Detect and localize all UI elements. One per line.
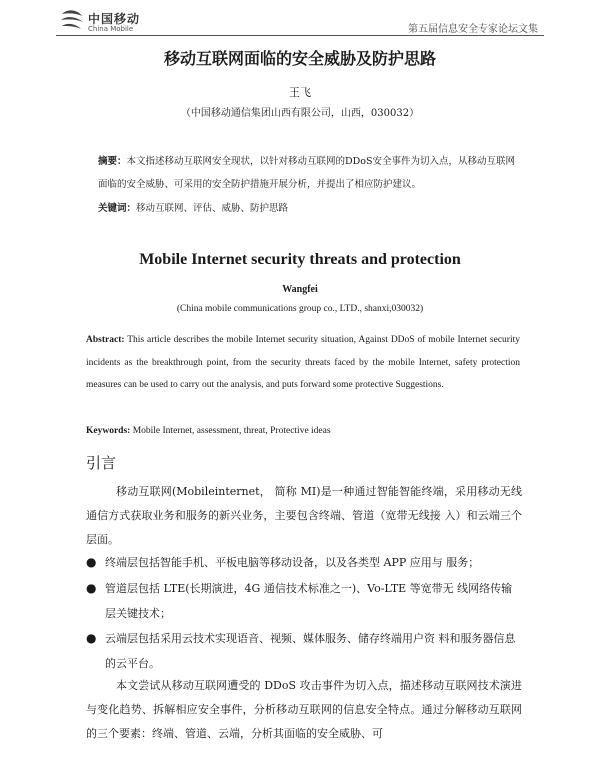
en-keywords (86, 426, 520, 436)
cn-abstract-label: 摘要： (98, 156, 127, 167)
cn-author: 王飞 (289, 86, 311, 99)
section-heading-intro: 引言 (86, 454, 117, 472)
china-mobile-logo (58, 8, 178, 36)
cn-abstract (98, 150, 523, 196)
en-paper-title: Mobile Internet security threats and protection (139, 251, 461, 268)
bullet-icon: ● (86, 581, 97, 595)
en-abstract-text: This article describes the mobile Internet security situation, Against DDoS of mobile Internet security incidents as the breakthrough point, from the security threats faced by the mobile Internet, safety protection measures can be used to carry out the analysis, and puts forward some protective Suggestions. (86, 335, 520, 390)
en-keywords-label: Keywords: (86, 426, 131, 436)
cn-affiliation: （中国移动通信集团山西有限公司，山西，030032） (180, 108, 420, 119)
intro-paragraph-2: 本文尝试从移动互联网遭受的 DDoS 攻击事件为切入点，描述移动互联网技术演进与变化趋势、拆解相应安全事件，分析移动互联网的信息安全特点。通过分解移动互联网的三个要素：终端、管道、云端，分析其面临的安全威胁、可 (86, 679, 522, 740)
cn-paper-title: 移动互联网面临的安全威胁及防护思路 (163, 49, 436, 68)
bullet-text: 终端层包括智能手机、平板电脑等移动设备，以及各类型 APP 应用与 服务； (105, 556, 480, 569)
bullet-icon: ● (86, 631, 97, 645)
logo-en-text: China Mobile (88, 25, 134, 33)
bullet-icon: ● (86, 555, 97, 569)
running-header: 第五届信息安全专家论坛文集 (408, 24, 538, 35)
cn-keywords-label: 关键词： (98, 203, 137, 214)
bullet-text: 云端层包括采用云技术实现语音、视频、媒体服务、储存终端用户资 料和服务器信息的云平台。 (105, 632, 516, 670)
cn-abstract-text: 本文指述移动互联网安全现状，以针对移动互联网的DDoS安全事件为切入点，从移动互联网面临的安全威胁、可采用的安全防护措施开展分析，并提出了相应防护建议。 (98, 156, 515, 190)
bullet-item-pipe (86, 576, 522, 626)
logo-cn-text: 中国移动 (88, 12, 141, 26)
china-mobile-logo-icon (58, 8, 86, 34)
en-affiliation: (China mobile communications group co., LTD., shanxi,030032) (176, 304, 424, 314)
header-divider (56, 35, 544, 36)
cn-keywords-text: 移动互联网、评估、威胁、防护思路 (136, 203, 289, 214)
bullet-item-terminal (86, 550, 522, 575)
en-author: Wangfei (282, 284, 318, 295)
intro-paragraph-1: 移动互联网(Mobileinternet， 简称 MI)是一种通过智能智能终端，采用移动无线通信方式获取业务和服务的新兴业务，主要包含终端、管道（宽带无线接 入）和云端三个层面。 (86, 485, 522, 546)
bullet-text: 管道层包括 LTE(长期演进，4G 通信技术标准之一)、Vo-LTE 等宽带无 线网络传输层关键技术； (105, 582, 513, 620)
cn-keywords (98, 200, 523, 214)
bullet-item-cloud (86, 626, 522, 676)
en-abstract (86, 329, 520, 397)
en-keywords-text: Mobile Internet, assessment, threat, Protective ideas (132, 426, 331, 436)
en-abstract-label: Abstract: (86, 335, 125, 345)
